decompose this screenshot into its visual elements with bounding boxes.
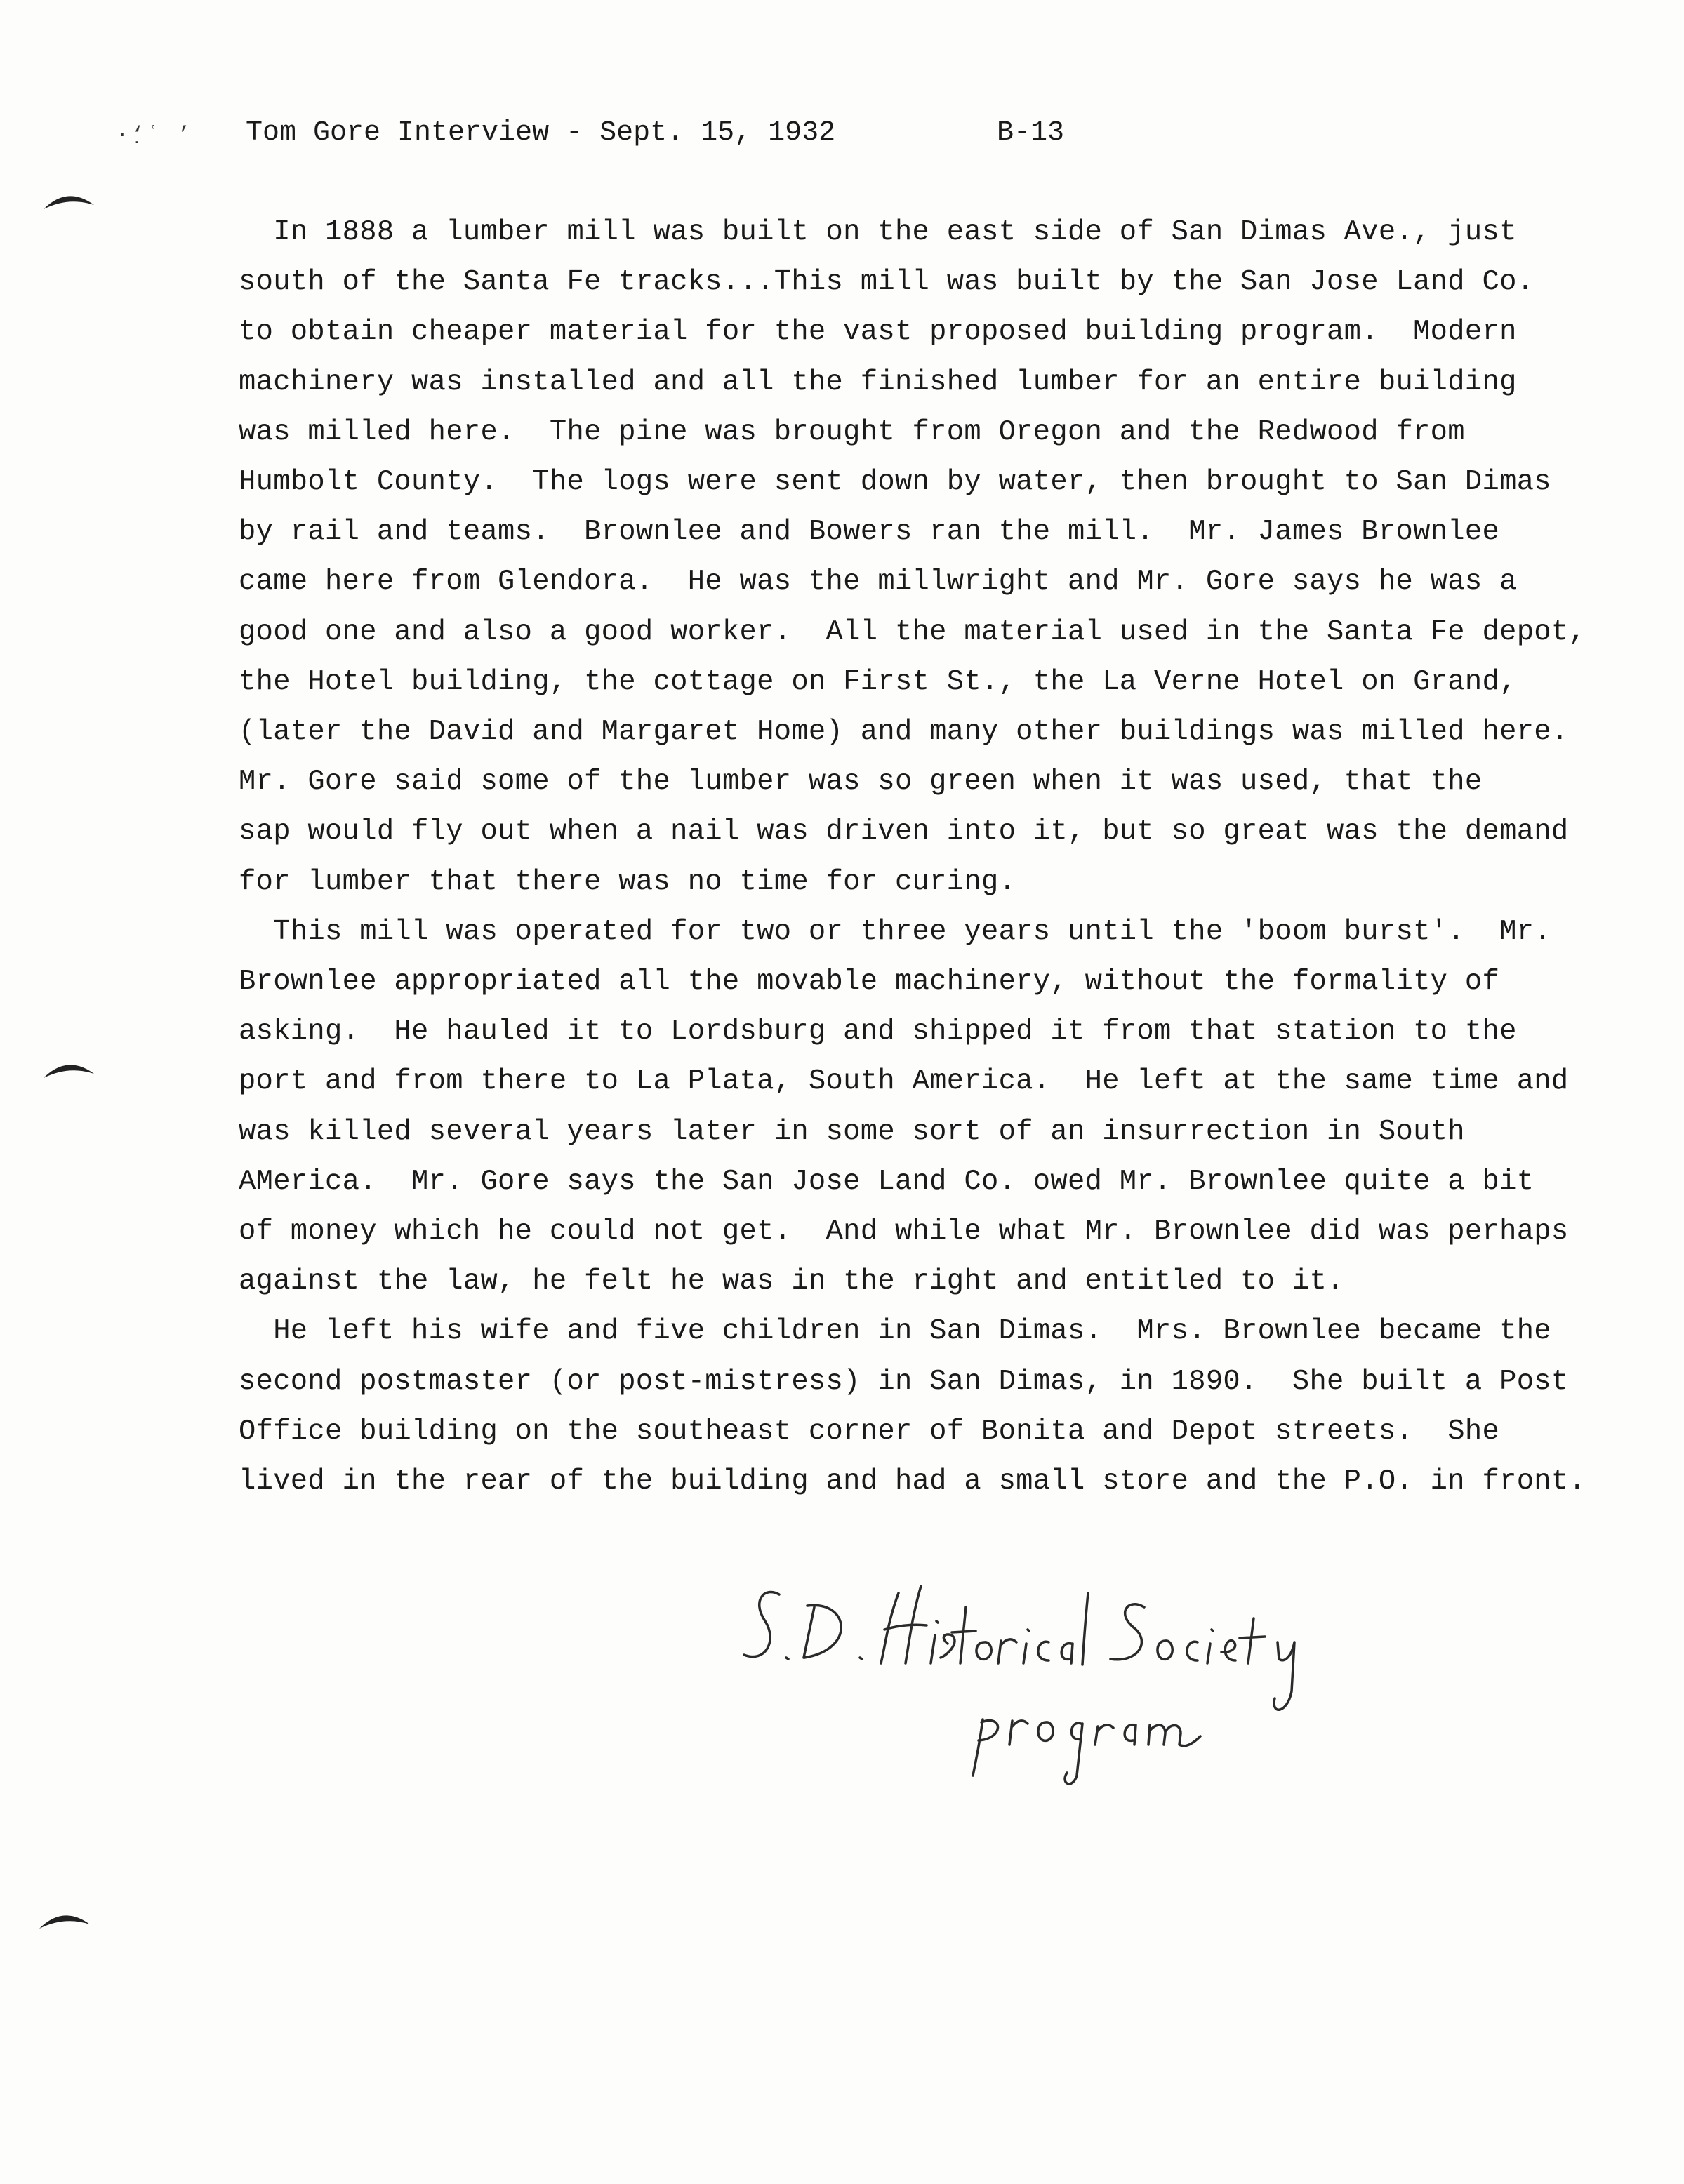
body-line: good one and also a good worker. All the material used in the Santa Fe depot,	[239, 615, 1586, 648]
body-line: port and from there to La Plata, South America. He left at the same time and	[239, 1065, 1569, 1098]
punch-hole-mark-top	[41, 184, 97, 213]
body-line: AMerica. Mr. Gore says the San Jose Land Co. owed Mr. Brownlee quite a bit	[239, 1165, 1534, 1198]
punch-hole-mark-middle	[41, 1053, 97, 1082]
body-line: to obtain cheaper material for the vast proposed building program. Modern	[239, 316, 1517, 349]
body-line: In 1888 a lumber mill was built on the east side of San Dimas Ave., just	[239, 216, 1517, 248]
interview-title: Tom Gore Interview - Sept. 15, 1932	[246, 117, 836, 149]
body-line: Mr. Gore said some of the lumber was so green when it was used, that the	[239, 766, 1483, 799]
body-line: (later the David and Margaret Home) and many other buildings was milled here.	[239, 716, 1569, 749]
scan-specks: ·‘̣ʿ ’	[116, 124, 194, 147]
body-line: second postmaster (or post-mistress) in San Dimas, in 1890. She built a Post	[239, 1365, 1569, 1398]
body-line: came here from Glendora. He was the millwright and Mr. Gore says he was a	[239, 566, 1517, 599]
body-line: south of the Santa Fe tracks...This mill was built by the San Jose Land Co.	[239, 266, 1534, 299]
page-number: B-13	[997, 117, 1065, 149]
document-header	[246, 112, 1579, 154]
body-line: was killed several years later in some sort of an insurrection in South	[239, 1115, 1465, 1148]
body-line: Office building on the southeast corner of Bonita and Depot streets. She	[239, 1415, 1500, 1448]
body-line: by rail and teams. Brownlee and Bowers ran the mill. Mr. James Brownlee	[239, 516, 1500, 549]
interview-body	[239, 208, 1586, 1507]
body-line: This mill was operated for two or three years until the 'boom burst'. Mr.	[239, 915, 1551, 948]
body-line: asking. He hauled it to Lordsburg and shipped it from that station to the	[239, 1016, 1517, 1048]
body-line: sap would fly out when a nail was driven into it, but so great was the demand	[239, 815, 1569, 848]
body-line: He left his wife and five children in San Dimas. Mrs. Brownlee became the	[239, 1315, 1551, 1348]
body-line: Humbolt County. The logs were sent down by water, then brought to San Dimas	[239, 466, 1551, 499]
handwritten-annotation	[737, 1565, 1355, 1790]
body-line: lived in the rear of the building and had a small store and the P.O. in front.	[239, 1465, 1586, 1498]
body-line: was milled here. The pine was brought from Oregon and the Redwood from	[239, 415, 1465, 448]
body-line: the Hotel building, the cottage on First St., the La Verne Hotel on Grand,	[239, 665, 1517, 698]
body-line: of money which he could not get. And while what Mr. Brownlee did was perhaps	[239, 1216, 1569, 1249]
body-line: Brownlee appropriated all the movable machinery, without the formality of	[239, 966, 1500, 999]
body-line: machinery was installed and all the finished lumber for an entire building	[239, 366, 1517, 399]
punch-hole-mark-bottom	[37, 1903, 93, 1933]
body-line: for lumber that there was no time for curing.	[239, 865, 1016, 898]
body-line: against the law, he felt he was in the right and entitled to it.	[239, 1265, 1344, 1298]
